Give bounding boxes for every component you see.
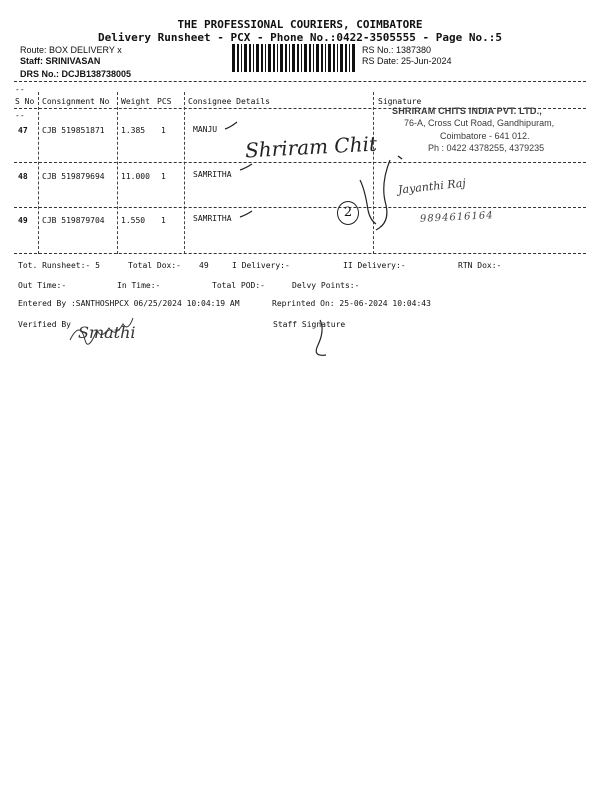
signature-stroke xyxy=(376,160,390,230)
stamp-line4: Ph : 0422 4378255, 4379235 xyxy=(428,143,545,153)
i-delivery: I Delivery:- xyxy=(232,261,290,270)
row-consignee: SAMRITHA xyxy=(193,170,232,179)
row-weight: 1.550 xyxy=(121,216,146,225)
stamp-line1: SHRIRAM CHITS INDIA PVT. LTD., xyxy=(392,106,542,116)
row-sno: 47 xyxy=(18,126,28,135)
reprinted-on: Reprinted On: 25-06-2024 10:04:43 xyxy=(272,299,431,308)
row-weight: 1.385 xyxy=(121,126,146,135)
rs-number: RS No.: 1387380 xyxy=(362,45,432,55)
mark xyxy=(398,156,402,159)
signature-stroke xyxy=(360,180,376,224)
check-mark xyxy=(225,122,237,129)
dash-mark: -- xyxy=(15,85,25,94)
row-consignee: SAMRITHA xyxy=(193,214,232,223)
total-dox-label: Total Dox:- xyxy=(128,261,181,270)
stamp-line2: 76-A, Cross Cut Road, Gandhipuram, xyxy=(404,118,555,128)
header-sno: S No xyxy=(15,97,35,106)
header-consignment: Consignment No xyxy=(42,97,110,106)
header-pcs: PCS xyxy=(157,97,172,106)
dash-mark: -- xyxy=(15,111,25,120)
delvy-points: Delvy Points:- xyxy=(292,281,360,290)
total-dox-value: 49 xyxy=(199,261,209,270)
handwritten-phone: 9894616164 xyxy=(419,210,494,225)
circled-number: 2 xyxy=(337,201,359,225)
staff-text: Staff: SRINIVASAN xyxy=(20,56,101,66)
row-weight: 11.000 xyxy=(121,172,150,181)
company-title: THE PROFESSIONAL COURIERS, COIMBATORE xyxy=(177,18,423,31)
row-pcs: 1 xyxy=(161,172,166,181)
row-pcs: 1 xyxy=(161,126,166,135)
header-consignee-details: Consignee Details xyxy=(188,97,270,106)
row-consignee: MANJU xyxy=(193,125,218,134)
row-consignment: CJB 519879694 xyxy=(42,172,105,181)
verified-by: Verified By xyxy=(18,320,71,329)
out-time: Out Time:- xyxy=(18,281,67,290)
row-sno: 48 xyxy=(18,172,28,181)
runsheet-subtitle: Delivery Runsheet - PCX - Phone No.:0422-3505555 - Page No.:5 xyxy=(98,31,502,44)
handwritten-name: Jayanthi Raj xyxy=(397,176,467,197)
handwritten-signature: Shriram Chit xyxy=(244,131,378,163)
entered-by: Entered By :SANTHOSHPCX 06/25/2024 10:04:19 AM xyxy=(18,299,240,308)
rtn-dox: RTN Dox:- xyxy=(458,261,502,270)
row-pcs: 1 xyxy=(161,216,166,225)
rs-date: RS Date: 25-Jun-2024 xyxy=(362,56,452,66)
verified-signature: Smathi xyxy=(78,323,136,342)
row-consignment: CJB 519851871 xyxy=(42,126,105,135)
route-text: Route: BOX DELIVERY x xyxy=(20,45,122,55)
in-time: In Time:- xyxy=(117,281,161,290)
header-signature: Signature xyxy=(378,97,422,106)
tot-runsheet: Tot. Runsheet:- 5 xyxy=(18,261,100,270)
stamp-line3: Coimbatore - 641 012. xyxy=(440,131,530,141)
check-mark xyxy=(240,164,252,170)
check-mark xyxy=(240,211,252,217)
header-weight: Weight xyxy=(121,97,150,106)
staff-signature: Staff Signature xyxy=(273,320,346,329)
ii-delivery: II Delivery:- xyxy=(343,261,406,270)
row-consignment: CJB 519879704 xyxy=(42,216,105,225)
total-pod: Total POD:- xyxy=(212,281,265,290)
row-sno: 49 xyxy=(18,216,28,225)
drs-number: DRS No.: DCJB138738005 xyxy=(20,69,132,79)
